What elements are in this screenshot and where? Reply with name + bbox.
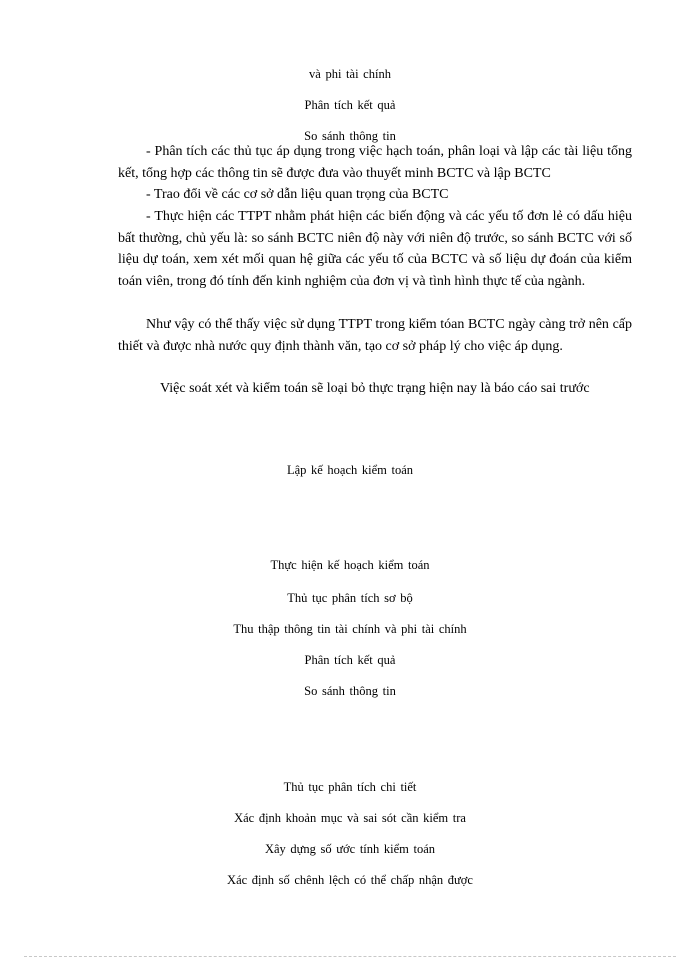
paragraph-assertions: - Trao đổi về các cơ sở dẫn liệu quan trọng của BCTC (146, 187, 449, 202)
chart-node-detailed-analysis: Thủ tục phân tích chi tiết (283, 780, 417, 794)
paragraph-analysis-procedures: - Phân tích các thủ tục áp dụng trong việc hạch toán, phân loại và lập các tài liệu tổng kết, tổng hợp các thông tin sẽ được đưa vào thuyết minh BCTC và lập BCTC (118, 144, 632, 181)
paragraph-conclusion: Như vậy có thể thấy việc sử dụng TTPT trong kiểm tóan BCTC ngày càng trở nên cấp thiết và được nhà nước quy định thành văn, tạo cơ sở pháp lý cho việc áp dụng. (118, 317, 632, 354)
chart-node-acceptable-difference: Xác định số chênh lệch có thể chấp nhận được (227, 873, 473, 887)
chart-node-preliminary-analysis: Thủ tục phân tích sơ bộ (287, 591, 413, 605)
chart-node-analyze-results: Phân tích kết quả (304, 653, 396, 667)
chart-node-compare-info: So sánh thông tin (304, 684, 396, 698)
page-bottom-rule (24, 956, 676, 957)
chart-node-execution: Thực hiện kế hoạch kiểm toán (270, 558, 430, 572)
chart-label-compare-info: So sánh thông tin (304, 129, 396, 143)
chart-label-non-financial: và phi tài chính (309, 67, 391, 81)
paragraph-closing: Việc soát xét và kiểm toán sẽ loại bỏ thực trạng hiện nay là báo cáo sai trước (160, 381, 590, 396)
chart-node-identify-items: Xác định khoản mục và sai sót cần kiểm tra (234, 811, 466, 825)
paragraph-perform-ttpt: - Thực hiện các TTPT nhằm phát hiện các biến động và các yếu tố đơn lẻ có dấu hiệu bất thường, chủ yếu là: so sánh BCTC niên độ này với niên độ trước, so sánh BCTC với số liệu dự toán, xem xét mối quan hệ giữa các yếu tố của BCTC và số liệu dự đoán của kiểm toán viên, trong đó tính đến kinh nghiệm của đơn vị và tình hình thực tế của ngành. (118, 209, 632, 289)
chart-node-collect-info: Thu thập thông tin tài chính và phi tài chính (233, 622, 467, 636)
chart-label-analyze-results: Phân tích kết quả (304, 98, 396, 112)
chart-node-planning: Lập kế hoạch kiểm toán (286, 463, 414, 477)
chart-node-build-estimates: Xây dựng số ước tính kiểm toán (264, 842, 436, 856)
